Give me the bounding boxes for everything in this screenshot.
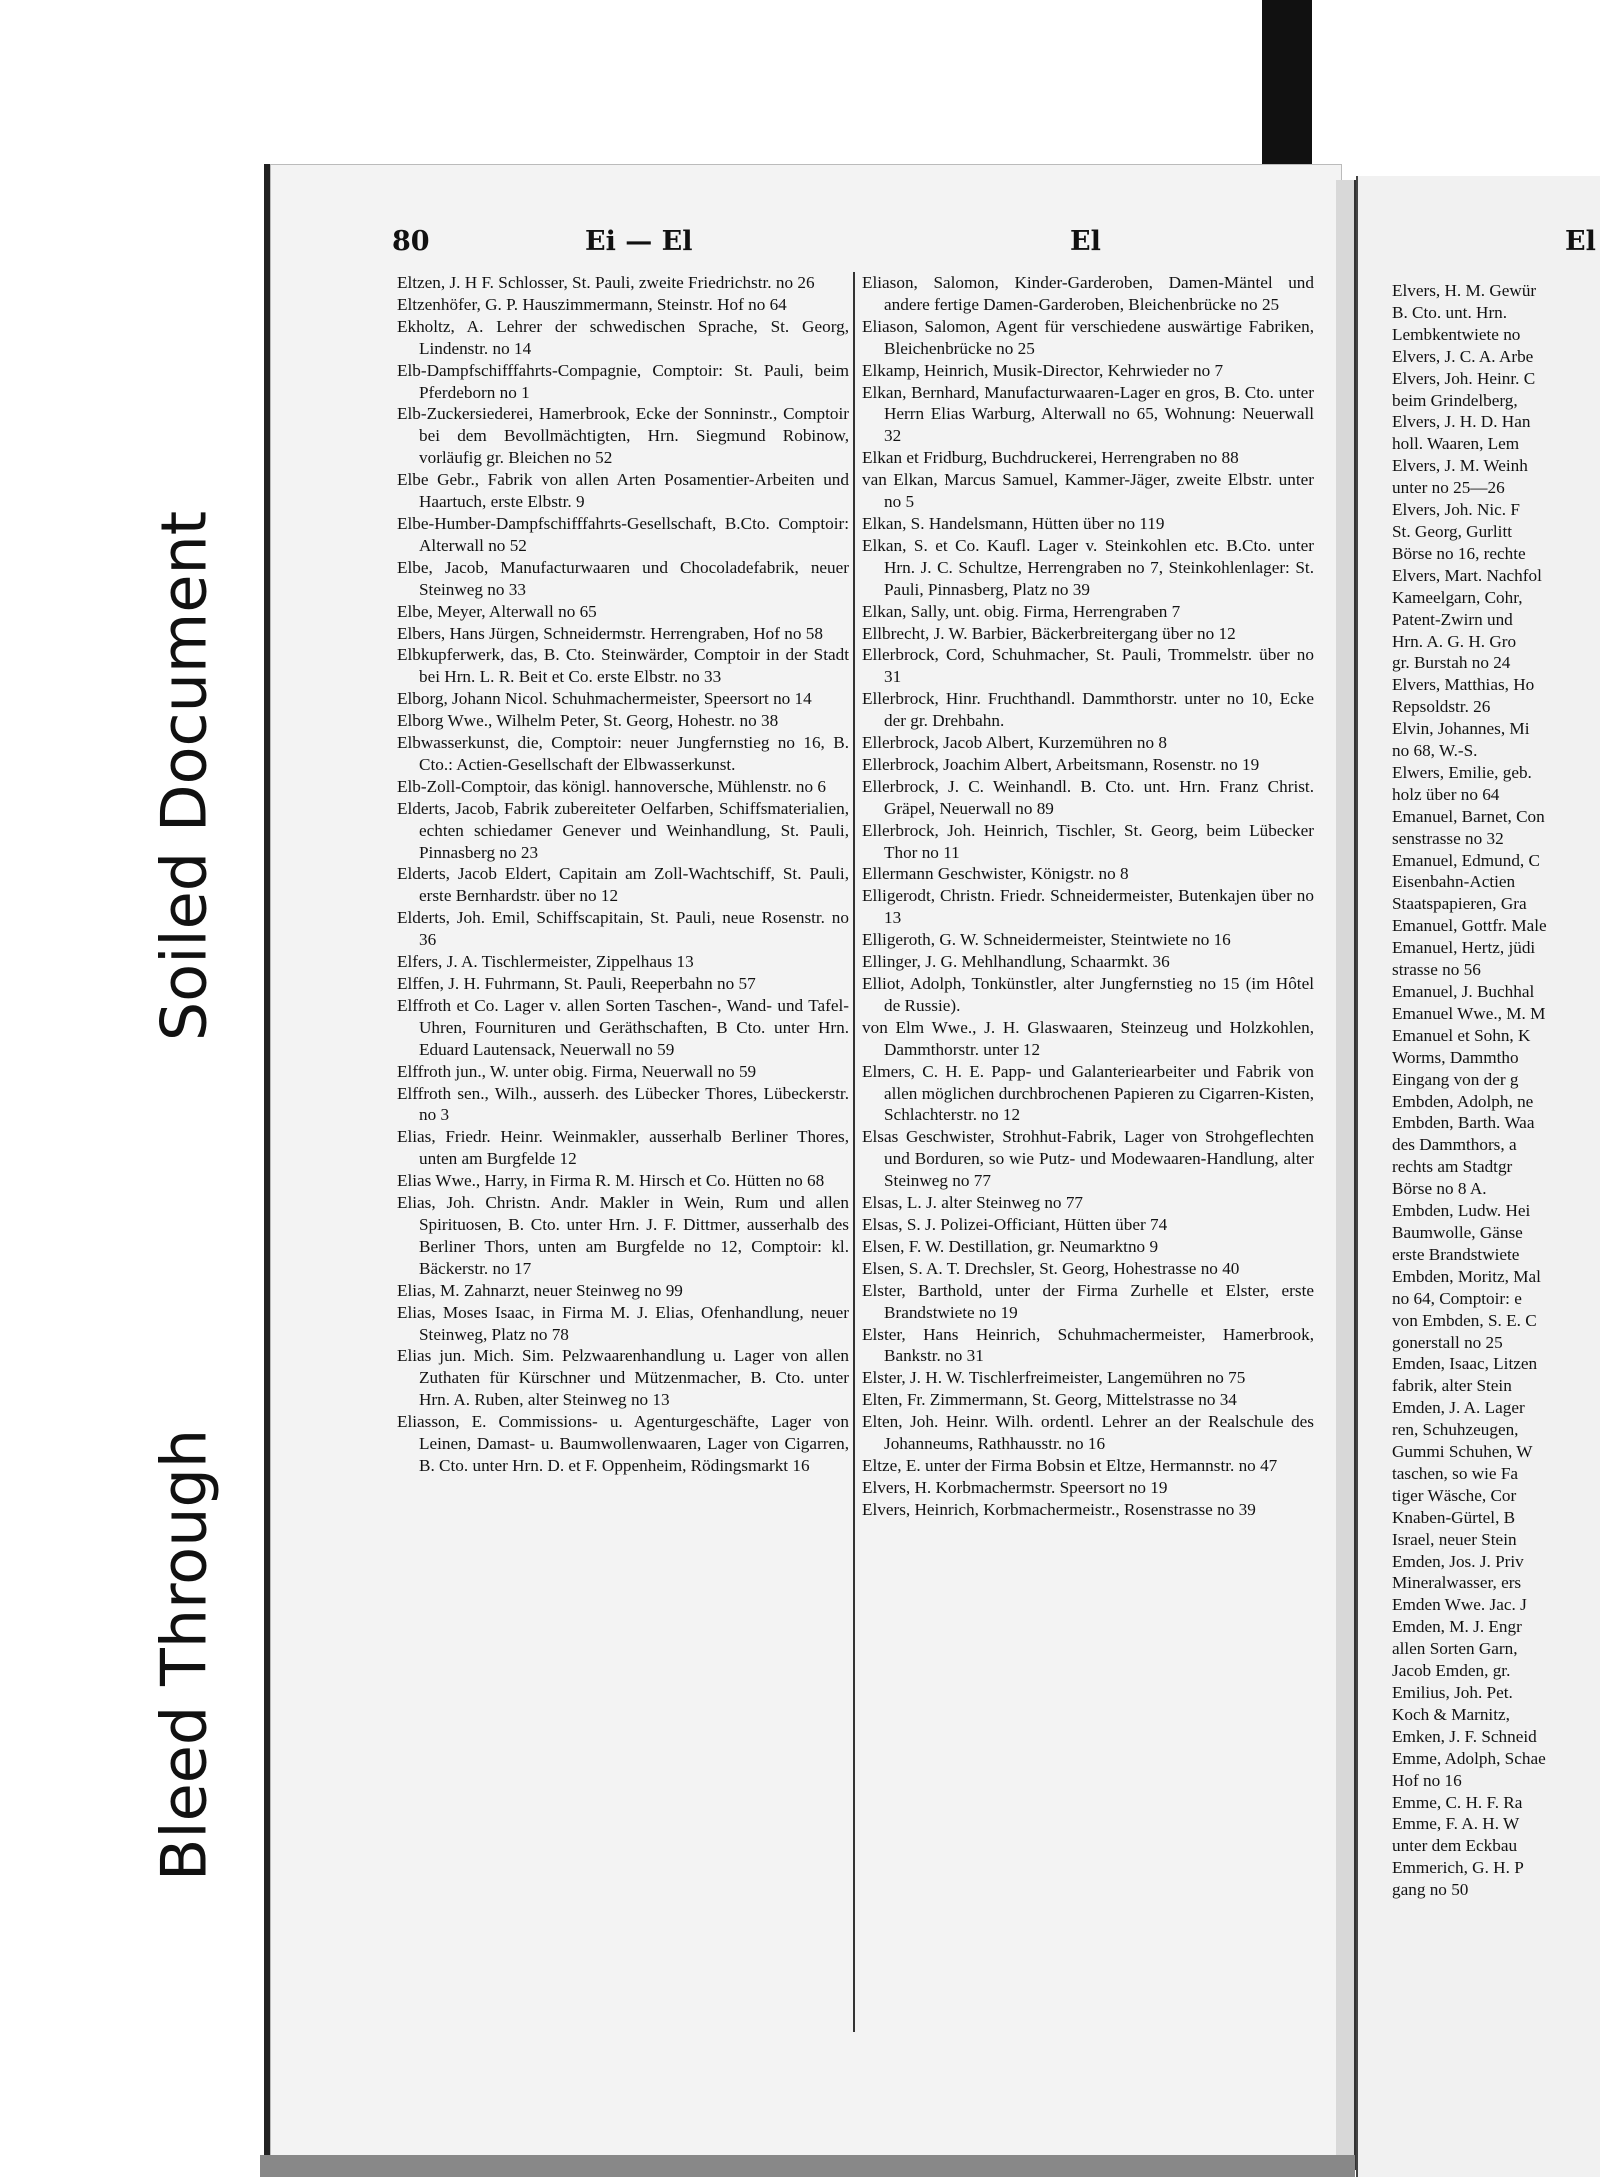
directory-entry: Elb-Zoll-Comptoir, das königl. hannoversche, Mühlenstr. no 6 <box>397 776 826 796</box>
directory-entry: Elfers, J. A. Tischlermeister, Zippelhaus 13 <box>397 952 694 972</box>
directory-entry: Worms, Dammtho <box>1392 1047 1519 1067</box>
directory-entry: ren, Schuhzeugen, <box>1392 1420 1519 1440</box>
right-column-fragment <box>1392 280 1547 1901</box>
directory-entry: Repsoldstr. 26 <box>1392 697 1491 717</box>
directory-entry: Elvers, J. M. Weinh <box>1392 456 1528 476</box>
directory-entry: Lembkentwiete no <box>1392 324 1521 344</box>
directory-entry: Eliason, Salomon, Kinder-Garderoben, Damen-Mäntel und andere fertige Damen-Garderoben, Bleichenbrücke no 25 <box>862 273 1314 314</box>
directory-entry: Eliasson, E. Commissions- u. Agenturgeschäfte, Lager von Leinen, Damast- u. Baumwollenwaaren, Lager von Cigarren, B. Cto. unter Hrn. D. et F. Oppenheim, Rödingsmarkt 16 <box>397 1412 849 1475</box>
directory-entry: Mineralwasser, ers <box>1392 1573 1522 1593</box>
directory-entry: Elvers, J. H. D. Han <box>1392 412 1531 432</box>
directory-entry: Eingang von der g <box>1392 1069 1519 1089</box>
directory-entry: Elvers, Matthias, Ho <box>1392 675 1535 695</box>
directory-entry: no 64, Comptoir: e <box>1392 1288 1522 1308</box>
directory-entry: gang no 50 <box>1392 1880 1469 1900</box>
directory-entry: Emden, Isaac, Litzen <box>1392 1354 1538 1374</box>
directory-entry: Eliason, Salomon, Agent für verschiedene auswärtige Fabriken, Bleichenbrücke no 25 <box>862 316 1314 358</box>
directory-entry: Elias Wwe., Harry, in Firma R. M. Hirsch et Co. Hütten no 68 <box>397 1171 825 1191</box>
left-running-head: Ei — El <box>585 226 693 257</box>
directory-entry: Elbe, Jacob, Manufacturwaaren und Chocoladefabrik, neuer Steinweg no 33 <box>397 557 849 599</box>
directory-entry: Emanuel, J. Buchhal <box>1392 982 1535 1001</box>
directory-entry: Israel, neuer Stein <box>1392 1529 1517 1549</box>
directory-entry: no 68, W.-S. <box>1392 741 1478 761</box>
directory-entry: taschen, so wie Fa <box>1392 1463 1519 1483</box>
directory-entry: Ellermann Geschwister, Königstr. no 8 <box>862 864 1129 884</box>
directory-entry: Elsas, L. J. alter Steinweg no 77 <box>862 1193 1084 1213</box>
soiled-document-text: Soiled Document <box>147 510 221 1041</box>
directory-entry: Emden, J. A. Lager <box>1392 1398 1525 1418</box>
directory-entry: Elster, J. H. W. Tischlerfreimeister, Langemühren no 75 <box>862 1368 1246 1388</box>
directory-entry: Ellerbrock, Jacob Albert, Kurzemühren no 8 <box>862 733 1167 753</box>
bottom-shadow <box>260 2155 1355 2177</box>
directory-entry: Elbe-Humber-Dampfschifffahrts-Gesellschaft, B.Cto. Comptoir: Alterwall no 52 <box>397 513 849 555</box>
directory-entry: Elmers, C. H. E. Papp- und Galanteriearbeiter und Fabrik von allen möglichen durchbrochenen Papieren zu Cigarren-Kisten, Schlachterstr. no 12 <box>862 1061 1314 1125</box>
directory-entry: Elsas, S. J. Polizei-Officiant, Hütten über 74 <box>862 1214 1168 1234</box>
directory-entry: Elffroth et Co. Lager v. allen Sorten Taschen-, Wand- und Tafel-Uhren, Fournituren und Geräthschaften, B Cto. unter Hrn. Eduard Lautensack, Neuerwall no 59 <box>397 995 849 1059</box>
directory-entry: Elvers, H. Korbmachermstr. Speersort no 19 <box>862 1477 1168 1497</box>
directory-entry: gr. Burstah no 24 <box>1392 653 1511 673</box>
directory-entry: Elb-Dampfschifffahrts-Compagnie, Comptoir: St. Pauli, beim Pferdeborn no 1 <box>397 360 849 402</box>
directory-entry: Embden, Ludw. Hei <box>1392 1201 1531 1221</box>
directory-entry: Elkan, Bernhard, Manufacturwaaren-Lager en gros, B. Cto. unter Herrn Elias Warburg, Alterwall no 65, Wohnung: Neuerwall 32 <box>862 382 1314 446</box>
directory-entry: unter no 25—26 <box>1392 478 1505 498</box>
directory-entry: unter dem Eckbau <box>1392 1836 1518 1856</box>
directory-entry: Elvers, Joh. Heinr. C <box>1392 368 1536 388</box>
directory-entry: Elten, Joh. Heinr. Wilh. ordentl. Lehrer an der Realschule des Johanneums, Rathhausstr. no 16 <box>862 1412 1314 1454</box>
directory-entry: Elffroth jun., W. unter obig. Firma, Neuerwall no 59 <box>397 1061 757 1081</box>
directory-entry: Emme, Adolph, Schae <box>1392 1748 1546 1768</box>
directory-entry: Baumwolle, Gänse <box>1392 1222 1523 1242</box>
center-running-head: El <box>1070 226 1101 257</box>
middle-column <box>862 272 1314 1521</box>
directory-entry: Elias, Friedr. Heinr. Weinmakler, ausserhalb Berliner Thores, unten am Burgfelde 12 <box>397 1127 849 1169</box>
directory-entry: Elvers, J. C. A. Arbe <box>1392 346 1534 366</box>
directory-entry: Eltzen, J. H F. Schlosser, St. Pauli, zweite Friedrichstr. no 26 <box>397 273 815 292</box>
directory-entry: Elias, Moses Isaac, in Firma M. J. Elias, Ofenhandlung, neuer Steinweg, Platz no 78 <box>397 1302 849 1344</box>
directory-entry: Emanuel, Hertz, jüdi <box>1392 938 1536 958</box>
right-running-head: El <box>1565 226 1596 257</box>
directory-entry: Elkan, S. et Co. Kaufl. Lager v. Steinkohlen etc. B.Cto. unter Hrn. J. C. Schultze, Herrengraben no 7, Steinkohlenlager: St. Pauli, Pinnasberg, Platz no 39 <box>862 535 1314 599</box>
directory-entry: Elbe, Meyer, Alterwall no 65 <box>397 601 597 621</box>
page-edge <box>1336 180 1357 2170</box>
directory-entry: von Embden, S. E. C <box>1392 1310 1537 1330</box>
directory-entry: Koch & Marnitz, <box>1392 1704 1510 1724</box>
column-rule <box>853 272 855 2032</box>
directory-entry: Elias, M. Zahnarzt, neuer Steinweg no 99 <box>397 1280 683 1300</box>
directory-entry: holz über no 64 <box>1392 784 1500 804</box>
directory-entry: rechts am Stadtgr <box>1392 1157 1513 1177</box>
directory-entry: Elvin, Johannes, Mi <box>1392 719 1530 739</box>
page-number: 80 <box>392 226 430 257</box>
directory-entry: Elliot, Adolph, Tonkünstler, alter Jungfernstieg no 15 (im Hôtel de Russie). <box>862 974 1314 1015</box>
soiled-document-label <box>134 468 234 1083</box>
directory-entry: Elten, Fr. Zimmermann, St. Georg, Mittelstrasse no 34 <box>862 1390 1237 1410</box>
directory-entry: Emanuel, Barnet, Con <box>1392 806 1545 826</box>
directory-entry: Börse no 8 A. <box>1392 1179 1487 1199</box>
directory-entry: Elbwasserkunst, die, Comptoir: neuer Jungfernstieg no 16, B. Cto.: Actien-Gesellschaft der Elbwasserkunst. <box>397 733 849 774</box>
directory-entry: Eltzenhöfer, G. P. Hauszimmermann, Steinstr. Hof no 64 <box>397 294 787 314</box>
directory-entry: Elb-Zuckersiederei, Hamerbrook, Ecke der Sonninstr., Comptoir bei dem Bevollmächtigten, Hrn. Siegmund Robinow, vorläufig gr. Bleichen no 52 <box>397 404 849 468</box>
directory-entry: Hof no 16 <box>1392 1770 1462 1790</box>
directory-entry: Gummi Schuhen, W <box>1392 1442 1533 1462</box>
directory-entry: Emilius, Joh. Pet. <box>1392 1683 1513 1702</box>
directory-entry: Elborg, Johann Nicol. Schuhmachermeister, Speersort no 14 <box>397 689 812 709</box>
directory-entry: Emken, J. F. Schneid <box>1392 1726 1537 1746</box>
directory-entry: Embden, Adolph, ne <box>1392 1091 1534 1111</box>
directory-entry: Elborg Wwe., Wilhelm Peter, St. Georg, Hohestr. no 38 <box>397 711 779 731</box>
bleed-through-label <box>134 1355 234 1955</box>
directory-entry: Elvers, Joh. Nic. F <box>1392 500 1520 520</box>
directory-entry: Embden, Barth. Waa <box>1392 1113 1535 1133</box>
directory-entry: Elderts, Joh. Emil, Schiffscapitain, St. Pauli, neue Rosenstr. no 36 <box>397 908 849 950</box>
directory-entry: senstrasse no 32 <box>1392 828 1504 848</box>
directory-entry: Elster, Hans Heinrich, Schuhmachermeister, Hamerbrook, Bankstr. no 31 <box>862 1324 1314 1366</box>
directory-entry: Elkan et Fridburg, Buchdruckerei, Herrengraben no 88 <box>862 448 1239 468</box>
directory-entry: des Dammthors, a <box>1392 1135 1517 1155</box>
directory-entry: Elkan, S. Handelsmann, Hütten über no 119 <box>862 513 1165 533</box>
directory-entry: gonerstall no 25 <box>1392 1332 1503 1352</box>
directory-entry: Jacob Emden, gr. <box>1392 1661 1511 1681</box>
directory-entry: Elffen, J. H. Fuhrmann, St. Pauli, Reeperbahn no 57 <box>397 974 756 993</box>
directory-entry: Ellinger, J. G. Mehlhandlung, Schaarmkt. 36 <box>862 952 1170 972</box>
directory-entry: Knaben-Gürtel, B <box>1392 1507 1516 1527</box>
directory-entry: Elderts, Jacob, Fabrik zubereiteter Oelfarben, Schiffsmaterialien, echten schiedamer Genever und Weinhandlung, St. Pauli, Pinnasberg no 23 <box>397 798 849 862</box>
bleed-through-text: Bleed Through <box>147 1428 221 1882</box>
directory-entry: beim Grindelberg, <box>1392 390 1518 410</box>
directory-entry: Elsen, S. A. T. Drechsler, St. Georg, Hohestrasse no 40 <box>862 1258 1240 1278</box>
directory-entry: Emmerich, G. H. P <box>1392 1858 1524 1878</box>
directory-entry: Elsen, F. W. Destillation, gr. Neumarktno 9 <box>862 1236 1159 1256</box>
directory-entry: Elderts, Jacob Eldert, Capitain am Zoll-Wachtschiff, St. Pauli, erste Bernhardstr. über no 12 <box>397 864 849 906</box>
directory-entry: Ekholtz, A. Lehrer der schwedischen Sprache, St. Georg, Lindenstr. no 14 <box>397 316 849 358</box>
directory-entry: allen Sorten Garn, <box>1392 1639 1518 1659</box>
directory-entry: Ellerbrock, Joachim Albert, Arbeitsmann, Rosenstr. no 19 <box>862 754 1260 774</box>
directory-entry: Kameelgarn, Cohr, <box>1392 587 1523 607</box>
directory-entry: von Elm Wwe., J. H. Glaswaaren, Steinzeug und Holzkohlen, Dammthorstr. unter 12 <box>862 1017 1314 1059</box>
directory-entry: Staatspapieren, Gra <box>1392 894 1527 914</box>
directory-entry: Embden, Moritz, Mal <box>1392 1266 1541 1286</box>
directory-entry: Elsas Geschwister, Strohhut-Fabrik, Lager von Strohgeflechten und Borduren, so wie Putz- und Modewaaren-Handlung, alter Steinweg no 77 <box>862 1127 1314 1191</box>
directory-entry: Ellerbrock, J. C. Weinhandl. B. Cto. unt. Hrn. Franz Christ. Gräpel, Neuerwall no 89 <box>862 776 1314 818</box>
directory-entry: Elster, Barthold, unter der Firma Zurhelle et Elster, erste Brandstwiete no 19 <box>862 1280 1314 1322</box>
dark-binding-band <box>1262 0 1312 168</box>
directory-entry: Emme, C. H. F. Ra <box>1392 1792 1523 1812</box>
directory-entry: Elvers, H. M. Gewür <box>1392 281 1537 300</box>
directory-entry: Elbe Gebr., Fabrik von allen Arten Posamentier-Arbeiten und Haartuch, erste Elbstr. 9 <box>397 470 849 512</box>
directory-entry: Elvers, Mart. Nachfol <box>1392 565 1542 585</box>
directory-entry: Elligerodt, Christn. Friedr. Schneidermeister, Butenkajen über no 13 <box>862 886 1314 928</box>
directory-entry: Emanuel, Gottfr. Male <box>1392 916 1547 936</box>
directory-entry: Ellerbrock, Cord, Schuhmacher, St. Pauli, Trommelstr. über no 31 <box>862 645 1314 687</box>
directory-entry: Elias jun. Mich. Sim. Pelzwaarenhandlung u. Lager von allen Zuthaten für Kürschner und Mützenmacher, B. Cto. unter Hrn. A. Ruben, alter Steinweg no 13 <box>397 1346 849 1410</box>
directory-entry: Emanuel, Edmund, C <box>1392 850 1540 870</box>
directory-entry: Hrn. A. G. H. Gro <box>1392 631 1517 651</box>
directory-entry: Ellerbrock, Joh. Heinrich, Tischler, St. Georg, beim Lübecker Thor no 11 <box>862 820 1314 862</box>
directory-entry: B. Cto. unt. Hrn. <box>1392 302 1508 322</box>
directory-entry: erste Brandstwiete <box>1392 1244 1520 1264</box>
directory-entry: Elias, Joh. Christn. Andr. Makler in Wein, Rum und allen Spirituosen, B. Cto. unter Hrn. J. F. Dittmer, ausserhalb des Berliner Thors, unten am Burgfelde no 12, Comptoir: kl. Bäckerstr. no 17 <box>397 1193 849 1278</box>
directory-entry: fabrik, alter Stein <box>1392 1376 1512 1396</box>
directory-entry: Patent-Zwirn und <box>1392 609 1513 629</box>
directory-entry: Börse no 16, rechte <box>1392 543 1526 563</box>
directory-entry: Ellerbrock, Hinr. Fruchthandl. Dammthorstr. unter no 10, Ecke der gr. Drehbahn. <box>862 689 1314 731</box>
directory-entry: Elligeroth, G. W. Schneidermeister, Steintwiete no 16 <box>862 930 1231 950</box>
directory-entry: strasse no 56 <box>1392 960 1481 980</box>
directory-entry: Elkan, Sally, unt. obig. Firma, Herrengraben 7 <box>862 601 1181 621</box>
directory-entry: Elwers, Emilie, geb. <box>1392 762 1532 782</box>
directory-entry: Elbkupferwerk, das, B. Cto. Steinwärder, Comptoir in der Stadt bei Hrn. L. R. Beit et Co. erste Elbstr. no 33 <box>397 645 849 687</box>
directory-entry: Emanuel et Sohn, K <box>1392 1025 1531 1045</box>
directory-entry: Elffroth sen., Wilh., ausserh. des Lübecker Thores, Lübeckerstr. no 3 <box>397 1083 849 1125</box>
directory-entry: St. Georg, Gurlitt <box>1392 521 1512 541</box>
directory-entry: Ellbrecht, J. W. Barbier, Bäckerbreitergang über no 12 <box>862 623 1236 643</box>
left-column <box>397 272 849 1477</box>
directory-entry: Emden, M. J. Engr <box>1392 1617 1522 1637</box>
directory-entry: van Elkan, Marcus Samuel, Kammer-Jäger, zweite Elbstr. unter no 5 <box>862 470 1314 512</box>
directory-entry: Emme, F. A. H. W <box>1392 1814 1520 1834</box>
directory-entry: Eltze, E. unter der Firma Bobsin et Eltze, Hermannstr. no 47 <box>862 1455 1278 1475</box>
directory-entry: holl. Waaren, Lem <box>1392 434 1520 454</box>
directory-entry: Eisenbahn-Actien <box>1392 872 1516 892</box>
directory-entry: Elvers, Heinrich, Korbmachermeistr., Rosenstrasse no 39 <box>862 1499 1256 1519</box>
directory-entry: tiger Wäsche, Cor <box>1392 1485 1517 1505</box>
directory-entry: Emden Wwe. Jac. J <box>1392 1595 1527 1615</box>
directory-entry: Emanuel Wwe., M. M <box>1392 1003 1546 1023</box>
directory-entry: Elkamp, Heinrich, Musik-Director, Kehrwieder no 7 <box>862 360 1224 380</box>
directory-entry: Emden, Jos. J. Priv <box>1392 1551 1524 1571</box>
directory-entry: Elbers, Hans Jürgen, Schneidermstr. Herrengraben, Hof no 58 <box>397 623 823 643</box>
